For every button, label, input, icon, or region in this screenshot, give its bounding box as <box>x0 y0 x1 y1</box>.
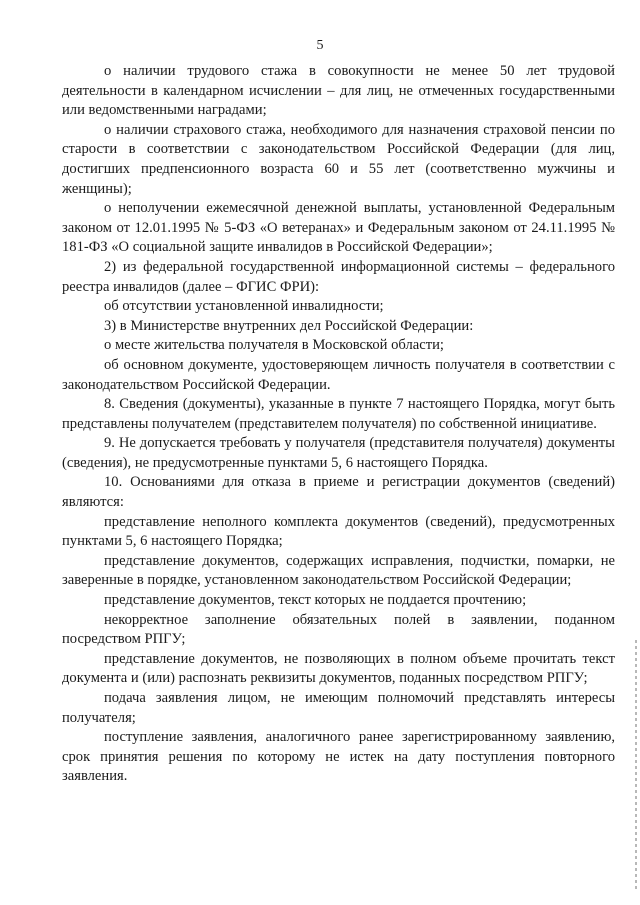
paragraph-fgis-fri: 2) из федеральной государственной информационной системы – федерального реестра инвалидов (далее – ФГИС ФРИ): <box>62 258 615 295</box>
paragraph-insurance-experience: о наличии страхового стажа, необходимого для назначения страховой пенсии по старости в соответствии с законодательством Российской Федерации (для лиц, достигших предпенсионного возраста 60 и 55 лет (соответственно мужчины и женщины); <box>62 121 615 197</box>
paragraph-identity-document: об основном документе, удостоверяющем личность получателя в соответствии с законодательством Российской Федерации. <box>62 356 615 393</box>
paragraph-incomplete-set: представление неполного комплекта документов (сведений), предусмотренных пунктами 5, 6 настоящего Порядка; <box>62 513 615 550</box>
paragraph-monthly-payment: о неполучении ежемесячной денежной выплаты, установленной Федеральным законом от 12.01.1995 № 5-ФЗ «О ветеранах» и Федеральным законом от 24.11.1995 № 181-ФЗ «О социальной защите инвалидов в Российской Федерации»; <box>62 200 615 256</box>
paragraph-item-9: 9. Не допускается требовать у получателя (представителя получателя) документы (сведения), не предусмотренные пунктами 5, 6 настоящего Порядка. <box>62 435 615 471</box>
document-body <box>62 62 615 787</box>
paragraph-unrecognizable-details: представление документов, не позволяющих в полном объеме прочитать текст документа и (или) распознать реквизиты документов, поданных посредством РПГУ; <box>62 650 615 687</box>
paragraph-corrections: представление документов, содержащих исправления, подчистки, помарки, не заверенные в порядке, установленном законодательством Российской Федерации; <box>62 552 615 589</box>
paragraph-residence: о месте жительства получателя в Московской области; <box>104 337 444 354</box>
paragraph-duplicate-application: поступление заявления, аналогичного ранее зарегистрированному заявлению, срок принятия решения по которому не истек на дату поступления повторного заявления. <box>62 729 615 785</box>
paragraph-unreadable: представление документов, текст которых не поддается прочтению; <box>104 592 527 609</box>
paragraph-item-10: 10. Основаниями для отказа в приеме и регистрации документов (сведений) являются: <box>62 474 615 511</box>
paragraph-incorrect-fields: некорректное заполнение обязательных полей в заявлении, поданном посредством РПГУ; <box>62 611 615 648</box>
paragraph-mvd: 3) в Министерстве внутренних дел Российской Федерации: <box>104 317 474 334</box>
paragraph-item-8: 8. Сведения (документы), указанные в пункте 7 настоящего Порядка, могут быть представлены получателем (представителем получателя) по собственной инициативе. <box>62 396 615 432</box>
paragraph-no-authority: подача заявления лицом, не имеющим полномочий представлять интересы получателя; <box>62 690 615 726</box>
paragraph-labor-experience: о наличии трудового стажа в совокупности не менее 50 лет трудовой деятельности в календарном исчислении – для лиц, не отмеченных государственными или ведомственными наградами; <box>62 63 615 119</box>
scan-edge-mark <box>635 640 637 890</box>
paragraph-no-disability: об отсутствии установленной инвалидности; <box>104 298 384 315</box>
page-number: 5 <box>316 38 324 53</box>
